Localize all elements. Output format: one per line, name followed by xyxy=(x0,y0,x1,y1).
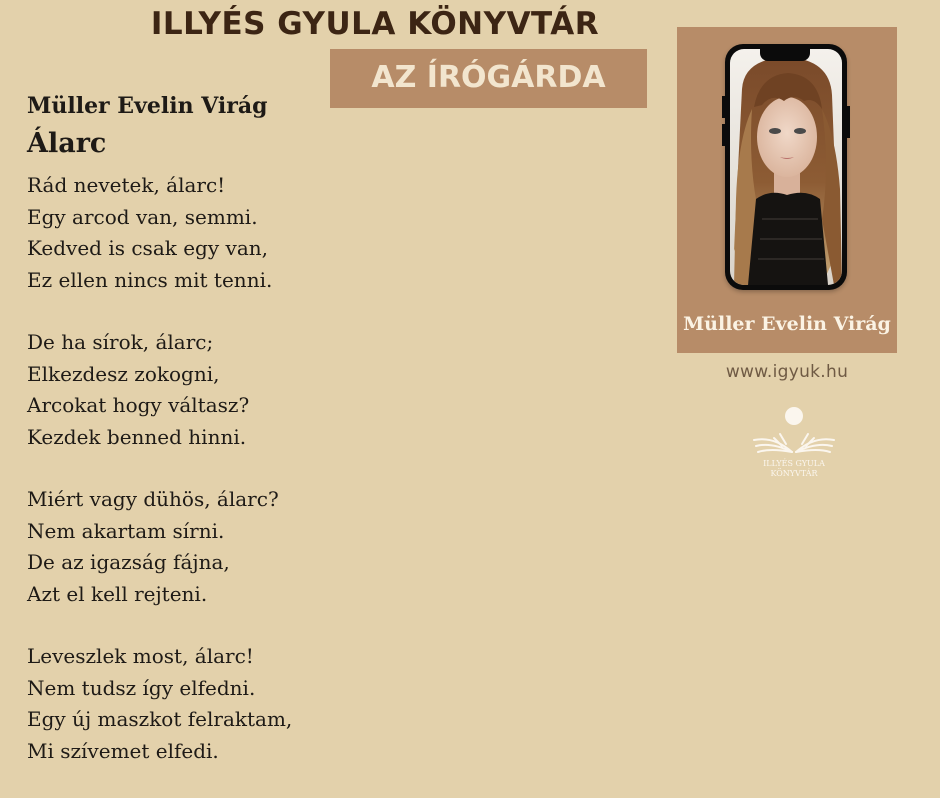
poem-line: Egy arcod van, semmi. xyxy=(27,204,258,229)
poem-line: Arcokat hogy váltasz? xyxy=(27,393,250,417)
poem-line: Nem tudsz így elfedni. xyxy=(27,675,256,700)
logo-text-line1: ILLYÉS GYULA xyxy=(763,459,825,468)
poem-line: Egy új maszkot felraktam, xyxy=(27,707,293,731)
photo-caption: Müller Evelin Virág xyxy=(683,313,891,335)
author-photo-card xyxy=(677,27,897,353)
poem-line: Kedved is csak egy van, xyxy=(27,236,268,260)
author-portrait xyxy=(730,49,842,285)
poem-author: Müller Evelin Virág xyxy=(27,93,268,119)
stanza-1 xyxy=(27,170,292,296)
poem-line: Leveszlek most, álarc! xyxy=(27,644,254,668)
poem-line: De az igazság fájna, xyxy=(27,550,230,574)
poem-line: Kezdek benned hinni. xyxy=(27,424,247,449)
logo-text-line2: KÖNYVTÁR xyxy=(770,469,818,478)
poem-line: Azt el kell rejteni. xyxy=(27,581,208,606)
poem-line: Miért vagy dühös, álarc? xyxy=(27,487,279,511)
library-name-heading: ILLYÉS GYULA KÖNYVTÁR xyxy=(150,6,600,42)
poem-line: Mi szívemet elfedi. xyxy=(27,738,219,763)
poem-line: Ez ellen nincs mit tenni. xyxy=(27,267,273,292)
poem-line: De ha sírok, álarc; xyxy=(27,330,214,354)
poem-line: Elkezdesz zokogni, xyxy=(27,361,220,386)
open-book-sun-logo-icon xyxy=(744,402,844,482)
poem-line: Nem akartam sírni. xyxy=(27,518,225,543)
stanza-4 xyxy=(27,641,292,767)
phone-frame xyxy=(725,44,847,290)
stanza-3 xyxy=(27,484,292,610)
poem-line: Rád nevetek, álarc! xyxy=(27,173,226,197)
poem-body xyxy=(27,170,292,798)
stanza-2 xyxy=(27,327,292,453)
website-link[interactable]: www.igyuk.hu xyxy=(725,362,849,382)
poem-title: Álarc xyxy=(27,128,107,159)
series-subtitle: AZ ÍRÓGÁRDA xyxy=(371,60,606,95)
